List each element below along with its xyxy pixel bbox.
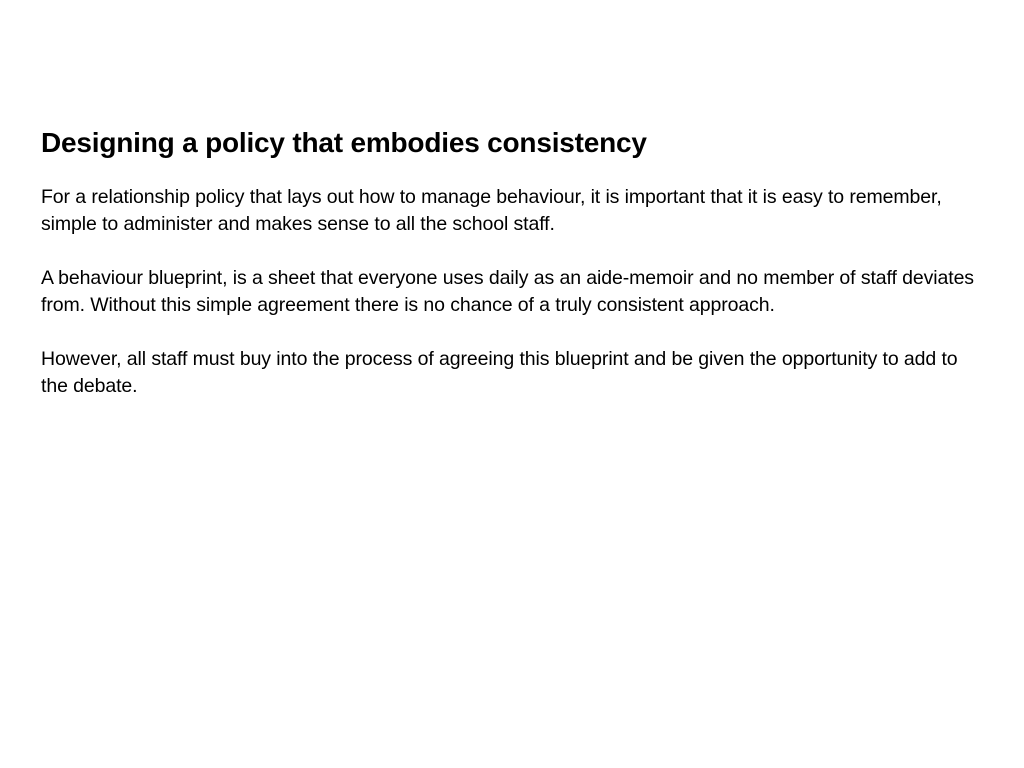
slide-content (41, 124, 986, 400)
slide-title: Designing a policy that embodies consistency (41, 127, 647, 158)
paragraph-consistency-policy: For a relationship policy that lays out how to manage behaviour, it is important that it is easy to remember, simple to administer and makes sense to all the school staff. (41, 186, 942, 235)
paragraph-staff-buy-in: However, all staff must buy into the process of agreeing this blueprint and be given the opportunity to add to the debate. (41, 348, 958, 397)
paragraph-behaviour-blueprint: A behaviour blueprint, is a sheet that everyone uses daily as an aide-memoir and no member of staff deviates from. Without this simple agreement there is no chance of a truly consistent approach. (41, 267, 974, 316)
